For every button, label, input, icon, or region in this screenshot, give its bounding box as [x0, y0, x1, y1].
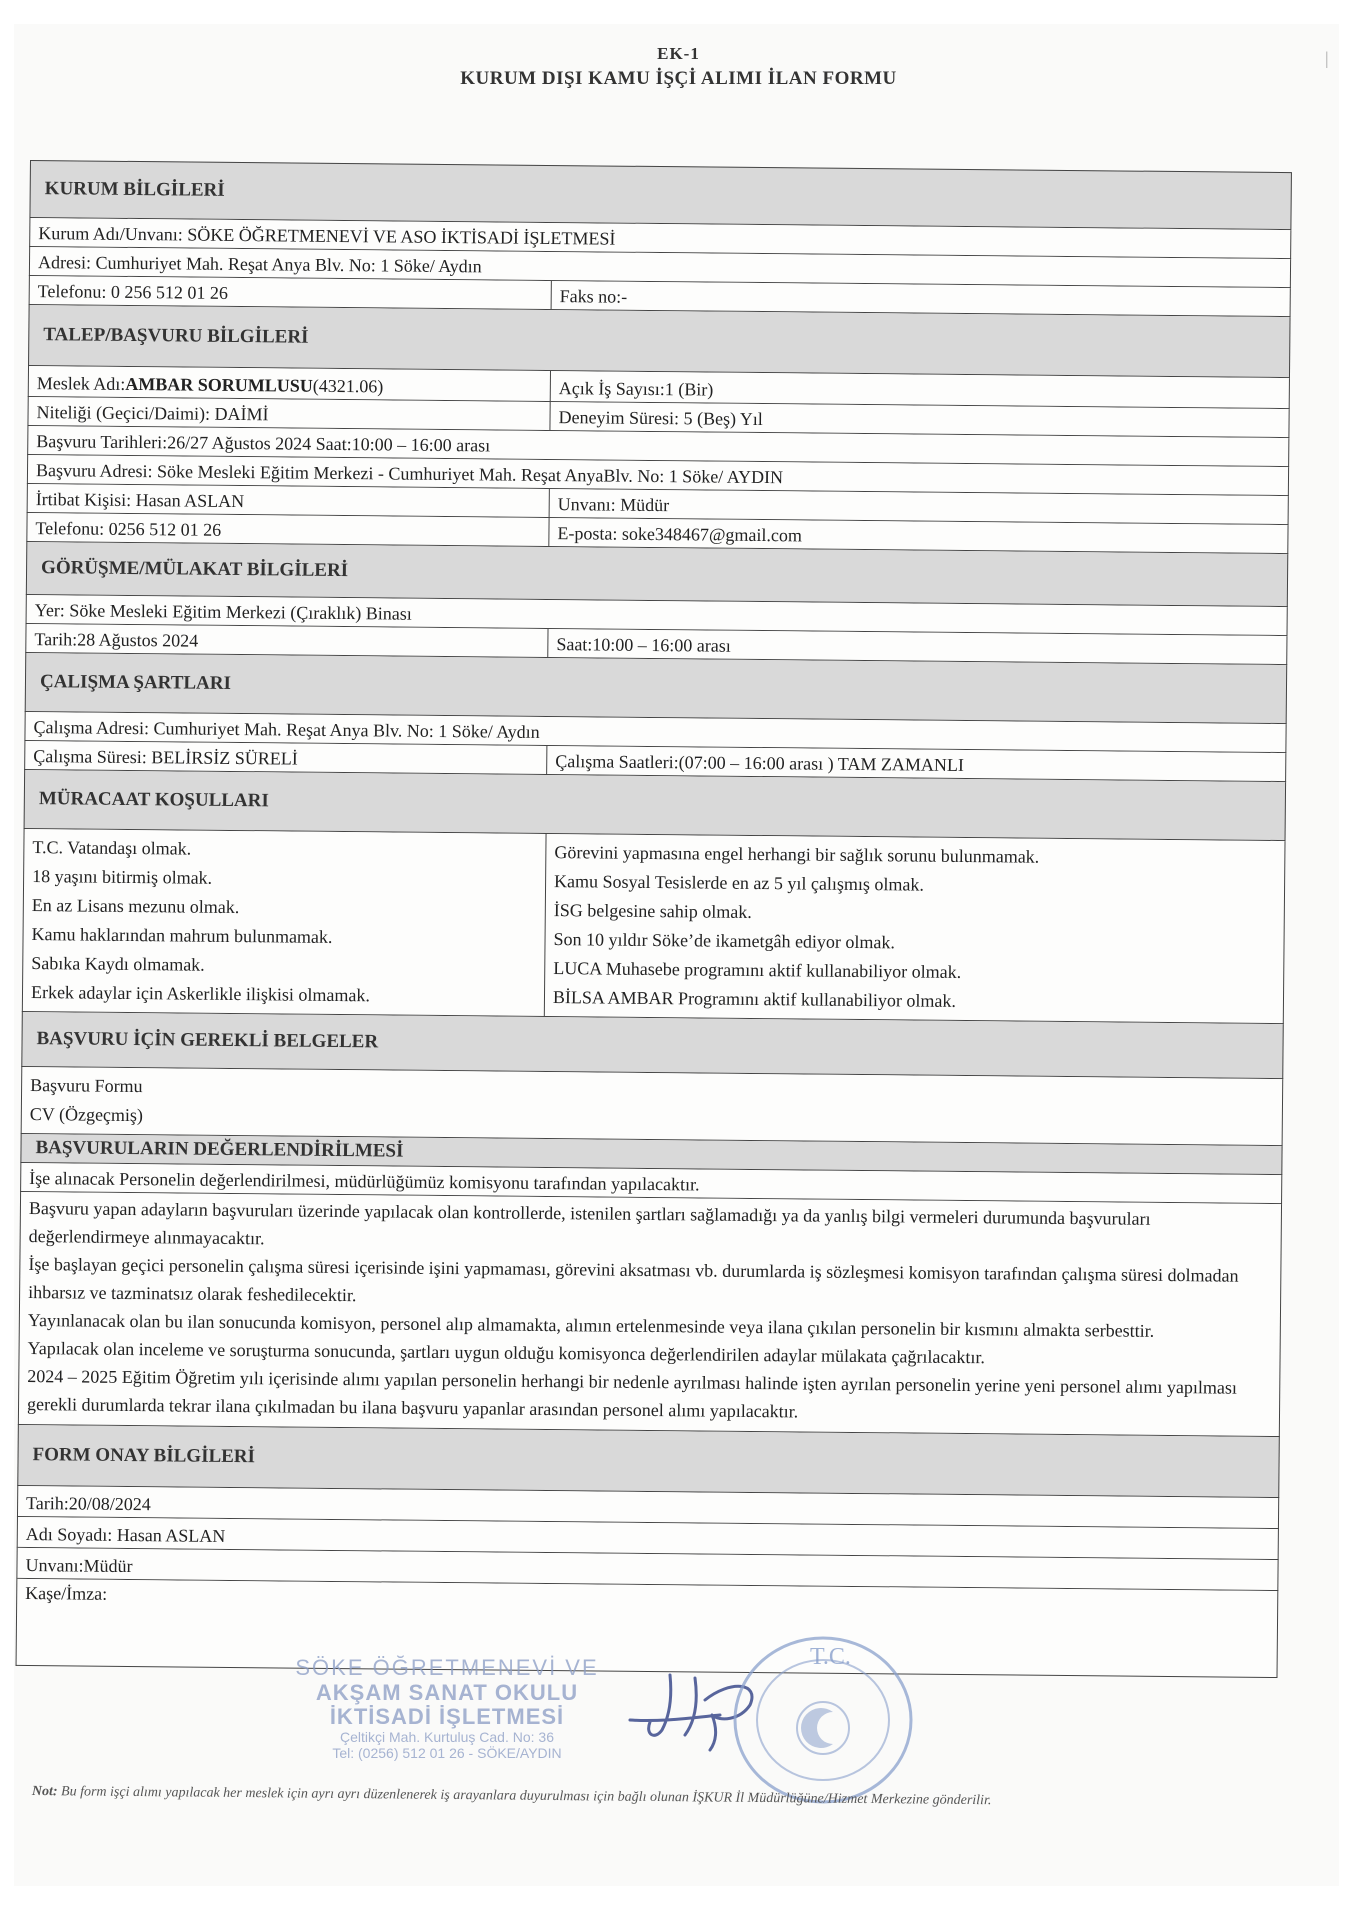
section-degerlendirme-heading: BAŞVURULARIN DEĞERLENDİRİLMESİ: [20, 1134, 1282, 1175]
talep-title: Unvanı: Müdür: [557, 494, 670, 516]
talep-openings: Açık İş Sayısı:1 (Bir): [558, 378, 714, 400]
muracaat-left-list: [23, 829, 547, 1016]
muracaat-right-list: [545, 834, 1285, 1023]
official-seal: [728, 1630, 918, 1810]
talep-address: Başvuru Adresi: Söke Mesleki Eğitim Merkezi - Cumhuriyet Mah. Reşat AnyaBlv. No: 1 Söke/ AYDIN: [35, 460, 784, 488]
stamp-line: İKTİSADİ İŞLETMESİ: [329, 1704, 565, 1729]
form-title: KURUM DIŞI KAMU İŞÇİ ALIMI İLAN FORMU: [460, 68, 897, 89]
page-edge: [1340, 0, 1357, 1920]
list-item: Sabıka Kaydı olmamak.: [31, 953, 205, 975]
kurum-phone: Telefonu: 0 256 512 01 26: [30, 276, 552, 309]
profession-code: (4321.06): [312, 375, 384, 397]
list-item: Görevini yapmasına engel herhangi bir sağlık sorunu bulunmamak.: [554, 842, 1040, 867]
list-item: Son 10 yıldır Söke’de ikametgâh ediyor olmak.: [553, 929, 896, 953]
list-item: Başvuru Formu: [30, 1075, 143, 1097]
muracaat-conditions-row: [22, 829, 1286, 1024]
section-calisma-heading: ÇALIŞMA ŞARTLARI: [25, 653, 1288, 724]
list-item: Kamu Sosyal Tesislerde en az 5 yıl çalışmış olmak.: [554, 871, 925, 895]
paragraph: İşe başlayan geçici personelin çalışma süresi içerisinde işini yapmaması, görevini aksatması vb. durumlarda iş sözleşmesi komisyon tarafından çalışma süresi dolmadan ihbarsız ve tazminatsız olarak feshedilecektir.: [28, 1254, 1239, 1306]
stamp-line: Çeltikçi Mah. Kurtuluş Cad. No: 36: [340, 1729, 554, 1745]
kurum-name: Kurum Adı/Unvanı: SÖKE ÖĞRETMENEVİ VE ASO İKTİSADİ İŞLETMESİ: [38, 223, 616, 249]
paragraph: Başvuru yapan adayların başvuruları üzerinde yapılacak olan kontrollerde, istenilen şartları sağlamadığı ya da yanlış bilgi vermeleri durumunda başvuruları değerlendirmeye alınmayacaktır.: [28, 1198, 1151, 1249]
list-item: Erkek adaylar için Askerlikle ilişkisi olmamak.: [30, 982, 371, 1006]
calisma-address: Çalışma Adresi: Cumhuriyet Mah. Reşat Anya Blv. No: 1 Söke/ Aydın: [33, 717, 540, 742]
degerlendirme-text-row: [18, 1192, 1282, 1437]
gorusme-date: Tarih:28 Ağustos 2024: [26, 624, 548, 657]
stamp-line: Tel: (0256) 512 01 26 - SÖKE/AYDIN: [332, 1745, 562, 1761]
belgeler-row: [21, 1067, 1284, 1146]
belgeler-list: [22, 1067, 1283, 1145]
form-heading: [0, 44, 1357, 90]
gorusme-place: Yer: Söke Mesleki Eğitim Merkezi (Çıraklık) Binası: [34, 600, 412, 624]
list-item: BİLSA AMBAR Programını aktif kullanabiliyor olmak.: [552, 987, 957, 1011]
annex-label: EK-1: [657, 44, 700, 63]
talep-phone: Telefonu: 0256 512 01 26: [27, 513, 549, 546]
list-item: CV (Özgeçmiş): [29, 1104, 144, 1126]
talep-nature: Niteliği (Geçici/Daimi): DAİMİ: [28, 397, 550, 430]
talep-profession: [29, 366, 551, 401]
stamp-line: SÖKE ÖĞRETMENEVİ VE: [295, 1655, 599, 1680]
kurum-fax: Faks no:-: [559, 286, 628, 307]
profession-value: AMBAR SORUMLUSU: [125, 373, 313, 396]
calisma-hours: Çalışma Saatleri:(07:00 – 16:00 arası ) TAM ZAMANLI: [555, 751, 964, 775]
section-belgeler-heading: BAŞVURU İÇİN GEREKLİ BELGELER: [21, 1012, 1283, 1079]
degerlendirme-paragraphs: [19, 1192, 1281, 1436]
list-item: T.C. Vatandaşı olmak.: [32, 837, 192, 859]
talep-contact: İrtibat Kişisi: Hasan ASLAN: [28, 484, 550, 517]
onay-title: Unvanı:Müdür: [25, 1555, 133, 1577]
section-gorusme-heading: GÖRÜŞME/MÜLAKAT BİLGİLERİ: [26, 542, 1288, 607]
section-kurum-heading: KURUM BİLGİLERİ: [29, 160, 1291, 230]
paragraph: 2024 – 2025 Eğitim Öğretim yılı içerisinde alımı yapılan personelin herhangi bir nedenle ayrılması halinde işten ayrılan personelin yerine yeni personel alımı yapılması gerekli durumlarda tekrar ilana çıkılmadan bu ilana başvuru yapanlar arasından personel alımı yapılacaktır.: [26, 1366, 1238, 1422]
list-item: 18 yaşını bitirmiş olmak.: [32, 866, 213, 888]
institution-stamp: [282, 1655, 612, 1761]
seal-text: T.C.: [810, 1644, 851, 1670]
list-item: En az Lisans mezunu olmak.: [31, 895, 240, 918]
talep-experience: Deneyim Süresi: 5 (Beş) Yıl: [558, 407, 763, 430]
onay-stamp-label: Kaşe/İmza:: [25, 1583, 108, 1604]
talep-email: E-posta: soke348467@gmail.com: [557, 523, 803, 546]
degerlendirme-line1: İşe alınacak Personelin değerlendirilmesi, müdürlüğümüz komisyonu tarafından yapılacaktır.: [29, 1168, 700, 1195]
talep-dates: Başvuru Tarihleri:26/27 Ağustos 2024 Saat:10:00 – 16:00 arası: [36, 431, 491, 456]
section-onay-heading: FORM ONAY BİLGİLERİ: [17, 1425, 1280, 1498]
stamp-line: AKŞAM SANAT OKULU: [315, 1680, 579, 1705]
paragraph: Yayınlanacak olan bu ilan sonucunda komisyon, personel alıp almamakta, alımın ertelenmesinde veya ilana çıkılan personelin bir kısmını almakta serbesttir.: [27, 1310, 1155, 1341]
kurum-address: Adresi: Cumhuriyet Mah. Reşat Anya Blv. No: 1 Söke/ Aydın: [37, 252, 482, 277]
section-talep-heading: TALEP/BAŞVURU BİLGİLERİ: [28, 305, 1291, 378]
list-item: İSG belgesine sahip olmak.: [553, 900, 752, 922]
paragraph: Yapılacak olan inceleme ve soruşturma sonucunda, şartları uygun olduğu komisyonca değerlendirilen adaylar mülakata çağrılacaktır.: [27, 1338, 986, 1368]
list-item: Kamu haklarından mahrum bulunmamak.: [31, 924, 333, 947]
onay-name: Adı Soyadı: Hasan ASLAN: [25, 1524, 226, 1546]
profession-label: Meslek Adı:: [36, 373, 126, 394]
calisma-duration: Çalışma Süresi: BELİRSİZ SÜRELİ: [25, 741, 547, 774]
corner-mark: |: [1325, 48, 1329, 68]
announcement-form: [16, 160, 1292, 1678]
note-label: Not:: [31, 1783, 58, 1800]
onay-date: Tarih:20/08/2024: [26, 1493, 151, 1515]
list-item: LUCA Muhasebe programını aktif kullanabiliyor olmak.: [553, 958, 962, 982]
note-text: Bu form işçi alımı yapılacak her meslek için ayrı ayrı düzenlenerek iş arayanlara duyurulması için bağlı olunan İŞKUR İl Müdürlüğüne/Hizmet Merkezine gönderilir.: [57, 1784, 992, 1809]
gorusme-time: Saat:10:00 – 16:00 arası: [556, 634, 731, 656]
section-muracaat-heading: MÜRACAAT KOŞULLARI: [24, 770, 1287, 841]
